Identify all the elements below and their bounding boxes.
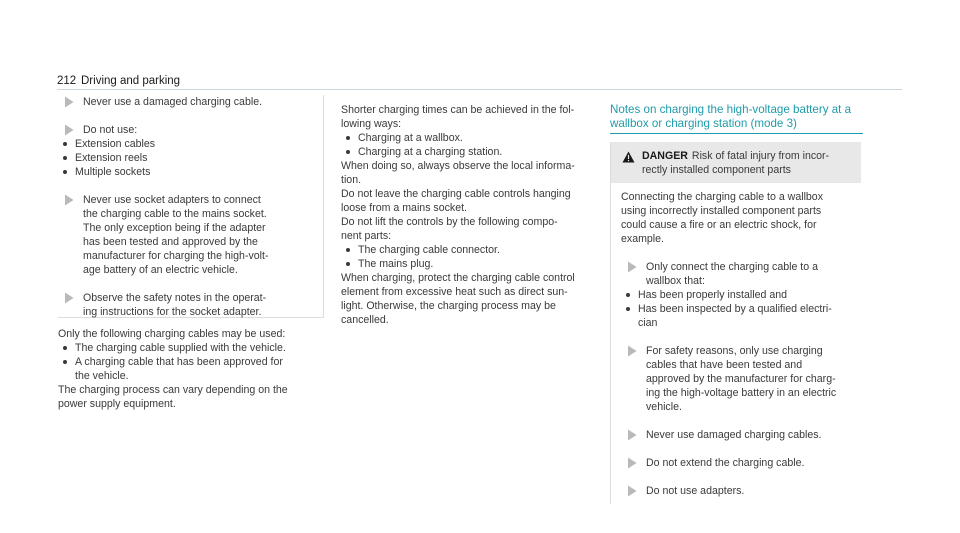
text-line: When charging, protect the charging cable control — [341, 272, 575, 284]
text-line: the vehicle. — [75, 370, 129, 382]
bullet-item — [621, 302, 851, 330]
text-line: could cause a fire or an electric shock, for — [621, 219, 817, 231]
play-arrow-icon — [626, 485, 638, 497]
bullet-dot — [63, 346, 67, 350]
text-line: age battery of an electric vehicle. — [83, 264, 238, 276]
text-line: example. — [621, 233, 664, 245]
spacer — [58, 277, 323, 291]
instruction-step — [58, 291, 323, 319]
text-line: Extension reels — [75, 152, 148, 164]
text-line: Never use damaged charging cables. — [646, 429, 822, 441]
paragraph — [58, 327, 323, 341]
bullet-item — [58, 151, 323, 165]
text-line: Charging at a charging station. — [358, 146, 503, 158]
text-line: Has been inspected by a qualified electri- — [638, 303, 832, 315]
bullet-item — [58, 341, 323, 355]
bullet-item — [58, 137, 323, 151]
danger-label: DANGER — [642, 150, 688, 162]
header-divider — [57, 89, 902, 90]
danger-header — [611, 142, 861, 183]
bullet-dot — [626, 293, 630, 297]
instruction-step — [58, 123, 323, 137]
danger-text-line: Risk of fatal injury from incor- — [691, 150, 830, 162]
text-line: Multiple sockets — [75, 166, 151, 178]
text-line: vehicle. — [646, 401, 682, 413]
text-line: For safety reasons, only use charging — [646, 345, 823, 357]
text-line: using incorrectly installed component parts — [621, 205, 822, 217]
text-line: has been tested and approved by the — [83, 236, 258, 248]
page-header — [57, 72, 902, 90]
text-line: Only the following charging cables may be used: — [58, 328, 286, 340]
text-line: When doing so, always observe the local informa- — [341, 160, 575, 172]
bullet-dot — [63, 142, 67, 146]
text-line: Connecting the charging cable to a wallbox — [621, 191, 824, 203]
bullet-dot — [63, 156, 67, 160]
spacer — [621, 330, 851, 344]
left-column — [58, 95, 323, 411]
paragraph — [341, 187, 596, 215]
text-line: Do not use adapters. — [646, 485, 745, 497]
text-line: cancelled. — [341, 314, 389, 326]
danger-line — [642, 149, 851, 163]
text-line: lowing ways: — [341, 118, 402, 130]
bullet-item — [341, 257, 596, 271]
bullet-dot — [346, 262, 350, 266]
text-line: Do not extend the charging cable. — [646, 457, 805, 469]
text-line: cian — [638, 317, 658, 329]
bullet-item — [621, 288, 851, 302]
text-line: Charging at a wallbox. — [358, 132, 463, 144]
bullet-dot — [346, 248, 350, 252]
paragraph — [341, 159, 596, 187]
middle-column — [341, 103, 596, 327]
bullet-item — [341, 145, 596, 159]
heading-line: wallbox or charging station (mode 3) — [610, 117, 797, 130]
instruction-step — [621, 456, 851, 470]
instruction-step — [621, 344, 851, 414]
spacer — [621, 414, 851, 428]
text-line: Never use socket adapters to connect — [83, 194, 261, 206]
text-line: The only exception being if the adapter — [83, 222, 266, 234]
right-column — [610, 103, 860, 504]
safety-notes-box — [58, 95, 324, 318]
text-line: light. Otherwise, the charging process may be — [341, 300, 556, 312]
play-arrow-icon — [626, 429, 638, 441]
text-line: ing the high-voltage battery in an electric — [646, 387, 837, 399]
text-line: Do not use: — [83, 124, 138, 136]
text-line: wallbox that: — [646, 275, 705, 287]
instruction-step — [58, 193, 323, 277]
danger-panel — [610, 142, 861, 504]
bullet-dot — [63, 170, 67, 174]
page-number: 212 — [57, 75, 77, 87]
bullet-item — [341, 243, 596, 257]
play-arrow-icon — [63, 124, 75, 136]
spacer — [621, 442, 851, 456]
text-line: the charging cable to the mains socket. — [83, 208, 267, 220]
text-line: power supply equipment. — [58, 398, 176, 410]
text-line: element from excessive heat such as direct sun- — [341, 286, 568, 298]
bullet-item — [58, 165, 323, 179]
text-line: The mains plug. — [358, 258, 434, 270]
instruction-step — [621, 260, 851, 288]
text-line: cables that have been tested and — [646, 359, 803, 371]
warning-triangle-icon — [622, 151, 635, 163]
bullet-dot — [346, 150, 350, 154]
text-line: The charging cable supplied with the vehicle. — [75, 342, 286, 354]
bullet-dot — [626, 307, 630, 311]
text-line: ing instructions for the socket adapter. — [83, 306, 262, 318]
danger-body — [611, 183, 861, 504]
paragraph — [341, 271, 596, 327]
text-line: Only connect the charging cable to a — [646, 261, 818, 273]
play-arrow-icon — [626, 261, 638, 273]
section-title: Driving and parking — [81, 75, 181, 87]
text-line: Has been properly installed and — [638, 289, 787, 301]
text-line: tion. — [341, 174, 362, 186]
paragraph — [621, 190, 851, 246]
text-line: Do not lift the controls by the following compo- — [341, 216, 558, 228]
instruction-step — [621, 484, 851, 498]
instruction-step — [58, 95, 323, 109]
spacer — [58, 109, 323, 123]
play-arrow-icon — [626, 345, 638, 357]
spacer — [621, 470, 851, 484]
danger-message — [642, 149, 851, 177]
text-line: Do not leave the charging cable controls hanging — [341, 188, 571, 200]
text-line: A charging cable that has been approved for — [75, 356, 283, 368]
text-line: nent parts: — [341, 230, 392, 242]
play-arrow-icon — [626, 457, 638, 469]
text-line: The charging process can vary depending on the — [58, 384, 288, 396]
play-arrow-icon — [63, 194, 75, 206]
section-heading — [610, 103, 863, 134]
spacer — [58, 179, 323, 193]
bullet-item — [58, 355, 323, 383]
bullet-dot — [63, 360, 67, 364]
text-line: Shorter charging times can be achieved in the fol- — [341, 104, 575, 116]
heading-line: Notes on charging the high-voltage battery at a — [610, 103, 852, 116]
danger-text-line: rectly installed component parts — [642, 164, 791, 176]
paragraph — [341, 215, 596, 243]
text-line: manufacturer for charging the high-volt- — [83, 250, 269, 262]
text-line: loose from a mains socket. — [341, 202, 467, 214]
text-line: The charging cable connector. — [358, 244, 500, 256]
text-line: approved by the manufacturer for charg- — [646, 373, 836, 385]
spacer — [621, 246, 851, 260]
text-line: Observe the safety notes in the operat- — [83, 292, 267, 304]
bullet-item — [341, 131, 596, 145]
text-line: Never use a damaged charging cable. — [83, 96, 263, 108]
instruction-step — [621, 428, 851, 442]
paragraph — [341, 103, 596, 131]
text-line: Extension cables — [75, 138, 156, 150]
play-arrow-icon — [63, 96, 75, 108]
bullet-dot — [346, 136, 350, 140]
paragraph — [58, 383, 323, 411]
approved-cables-text — [58, 327, 323, 411]
play-arrow-icon — [63, 292, 75, 304]
